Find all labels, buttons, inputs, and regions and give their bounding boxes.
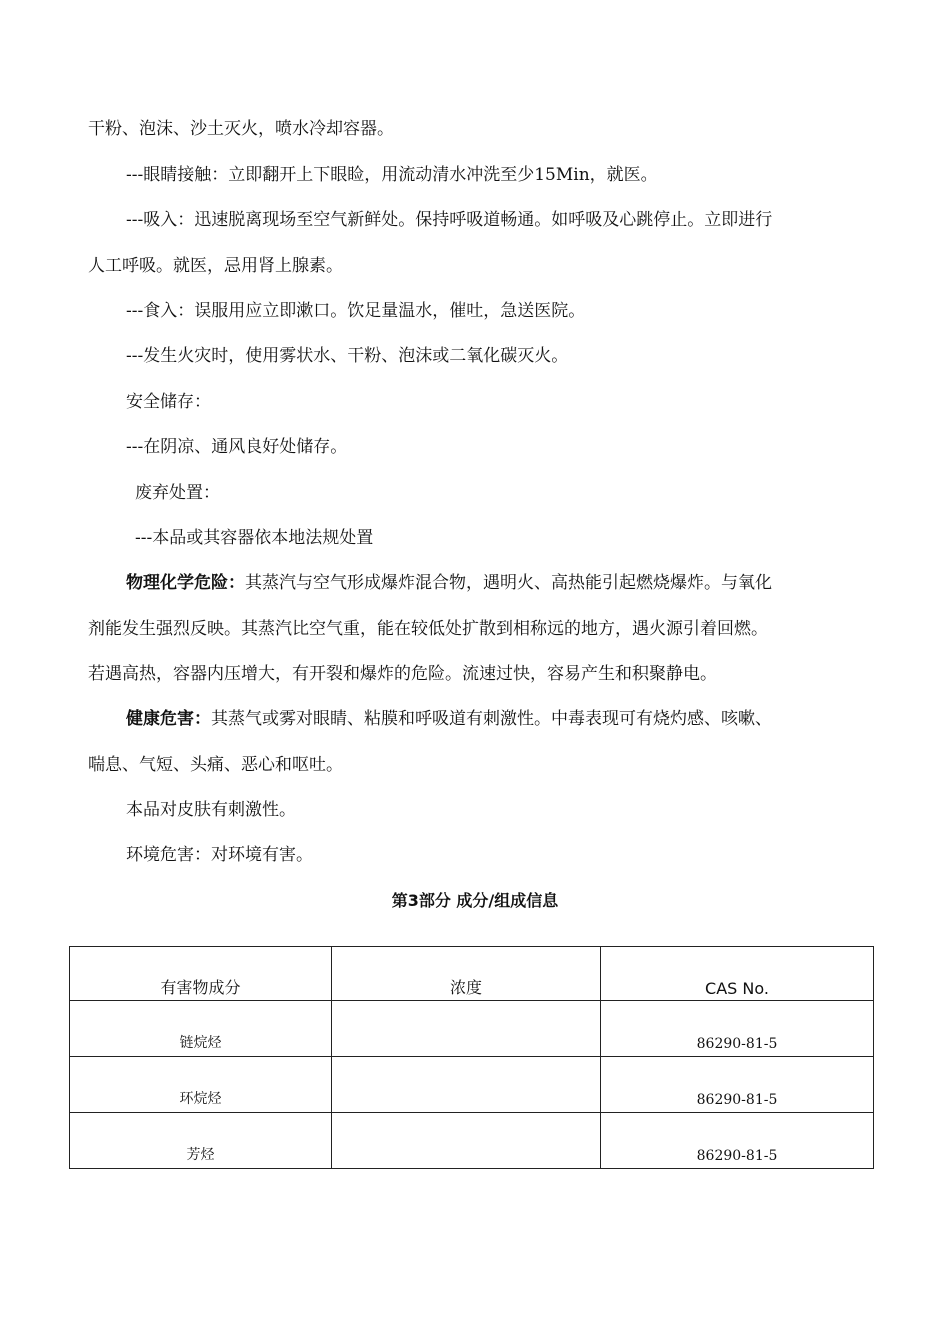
table-row bbox=[70, 1001, 874, 1057]
cell-component: 链烷烃 bbox=[70, 1001, 332, 1057]
skin-text: 本品对皮肤有刺激性。 bbox=[126, 800, 296, 820]
header-component: 有害物成分 bbox=[70, 947, 332, 1001]
safe-storage-heading: 安全储存： bbox=[126, 392, 211, 412]
physchem-line-1: 物理化学危险：其蒸汽与空气形成爆炸混合物，遇明火、高热能引起燃烧爆炸。与氧化 bbox=[126, 573, 772, 593]
physchem-line-3: 若遇高热，容器内压增大，有开裂和爆炸的危险。流速过快，容易产生和积聚静电。 bbox=[88, 664, 717, 684]
table-row bbox=[70, 1113, 874, 1169]
cell-component: 环烷烃 bbox=[70, 1057, 332, 1113]
eye-contact-text: ---眼睛接触：立即翻开上下眼睑，用流动清水冲洗至少15Min，就医。 bbox=[126, 165, 658, 185]
fire-text: ---发生火灾时，使用雾状水、干粉、泡沫或二氧化碳灭火。 bbox=[126, 346, 569, 366]
inhalation-text: ---吸入：迅速脱离现场至空气新鲜处。保持呼吸道畅通。如呼吸及心跳停止。立即进行 bbox=[126, 210, 773, 230]
inhalation-text-cont: 人工呼吸。就医，忌用肾上腺素。 bbox=[88, 256, 343, 276]
physchem-label: 物理化学危险： bbox=[126, 573, 245, 593]
disposal-heading: 废弃处置： bbox=[135, 483, 220, 503]
cell-concentration bbox=[332, 1113, 601, 1169]
cell-concentration bbox=[332, 1057, 601, 1113]
cell-component: 芳烃 bbox=[70, 1113, 332, 1169]
health-line-1: 健康危害：其蒸气或雾对眼睛、粘膜和呼吸道有刺激性。中毒表现可有烧灼感、咳嗽、 bbox=[126, 709, 772, 729]
section-3-title: 第3部分 成分/组成信息 bbox=[391, 891, 559, 910]
composition-table bbox=[69, 946, 874, 1169]
fire-extinguish-text: 干粉、泡沫、沙土灭火，喷水冷却容器。 bbox=[88, 119, 394, 139]
cell-cas: 86290-81-5 bbox=[601, 1001, 874, 1057]
cell-concentration bbox=[332, 1001, 601, 1057]
cell-cas: 86290-81-5 bbox=[601, 1057, 874, 1113]
storage-text: ---在阴凉、通风良好处储存。 bbox=[126, 437, 348, 457]
header-concentration: 浓度 bbox=[332, 947, 601, 1001]
ingestion-text: ---食入：误服用应立即漱口。饮足量温水，催吐，急送医院。 bbox=[126, 301, 586, 321]
cell-cas: 86290-81-5 bbox=[601, 1113, 874, 1169]
table-header-row bbox=[70, 947, 874, 1001]
disposal-text: ---本品或其容器依本地法规处置 bbox=[135, 528, 374, 548]
header-cas: CAS No. bbox=[601, 947, 874, 1001]
health-line-2: 喘息、气短、头痛、恶心和呕吐。 bbox=[88, 755, 343, 775]
environment-text: 环境危害：对环境有害。 bbox=[126, 845, 313, 865]
health-label: 健康危害： bbox=[126, 709, 211, 729]
table-row bbox=[70, 1057, 874, 1113]
physchem-line-2: 剂能发生强烈反映。其蒸汽比空气重，能在较低处扩散到相称远的地方，遇火源引着回燃。 bbox=[88, 619, 768, 639]
